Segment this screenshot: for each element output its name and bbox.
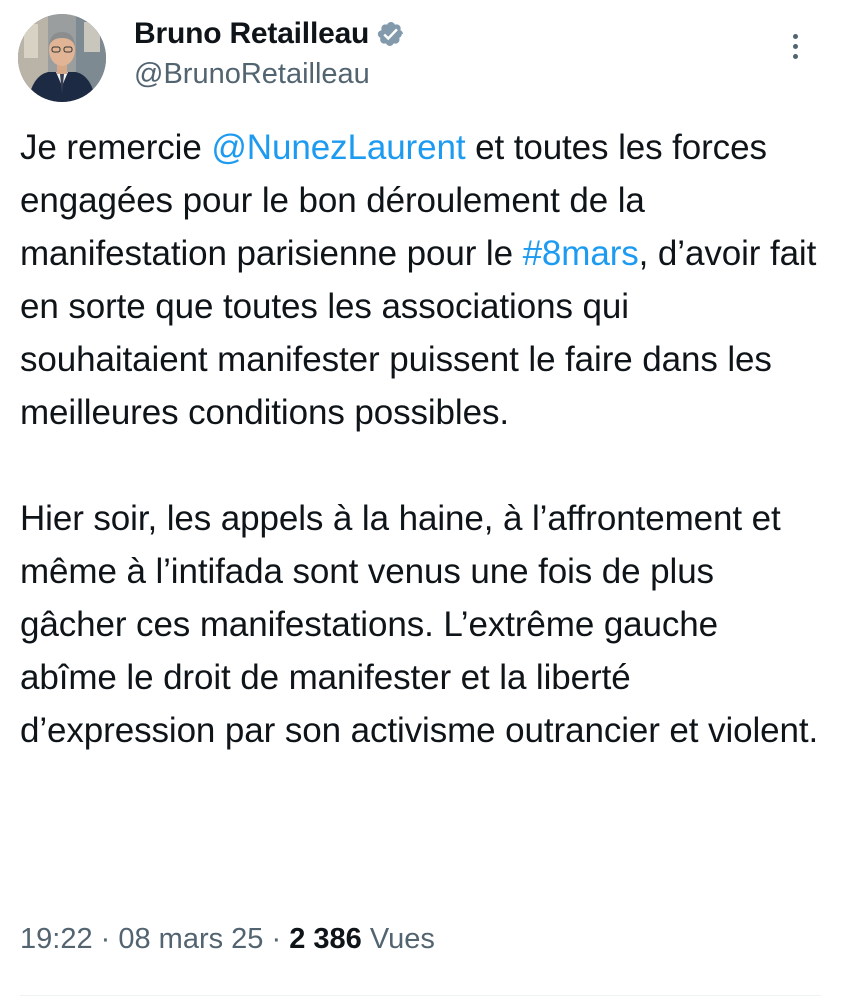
views-label: Vues	[361, 923, 435, 955]
verified-badge-icon[interactable]	[377, 20, 405, 48]
divider	[20, 995, 821, 996]
tweet-date[interactable]: 08 mars 25	[118, 923, 264, 955]
meta-separator: ·	[92, 923, 119, 955]
tweet-paragraph-2: Hier soir, les appels à la haine, à l’affrontement et même à l’intifada sont venus une fois de plus gâcher ces manifestations. L’extrême gauche abîme le droit de manifester et la liberté d’expression par son activisme outrancier et violent.	[20, 499, 819, 750]
handle[interactable]: @BrunoRetailleau	[134, 58, 370, 90]
text-segment: Je remercie	[20, 128, 212, 167]
display-name[interactable]: Bruno Retailleau	[134, 17, 370, 50]
name-row	[134, 14, 405, 54]
tweet-text	[20, 121, 820, 757]
avatar[interactable]	[18, 14, 106, 102]
author-block	[134, 14, 405, 91]
hashtag-link[interactable]: #8mars	[522, 234, 639, 273]
views-count: 2 386	[289, 923, 362, 955]
meta-separator: ·	[263, 923, 290, 955]
tweet-meta	[20, 923, 435, 956]
more-options-icon[interactable]	[783, 34, 807, 64]
text-segment: , d’avoir fait en sorte que toutes les associations qui souhaitaient manifester puissent le faire dans les meilleures conditions possibles.	[20, 234, 817, 432]
tweet-paragraph-1	[20, 121, 820, 439]
text-segment: et toutes les forces engagées pour le bon déroulement de la manifestation parisienne pour le	[20, 128, 767, 273]
mention-link[interactable]: @NunezLaurent	[211, 128, 466, 167]
tweet-time[interactable]: 19:22	[20, 923, 93, 955]
